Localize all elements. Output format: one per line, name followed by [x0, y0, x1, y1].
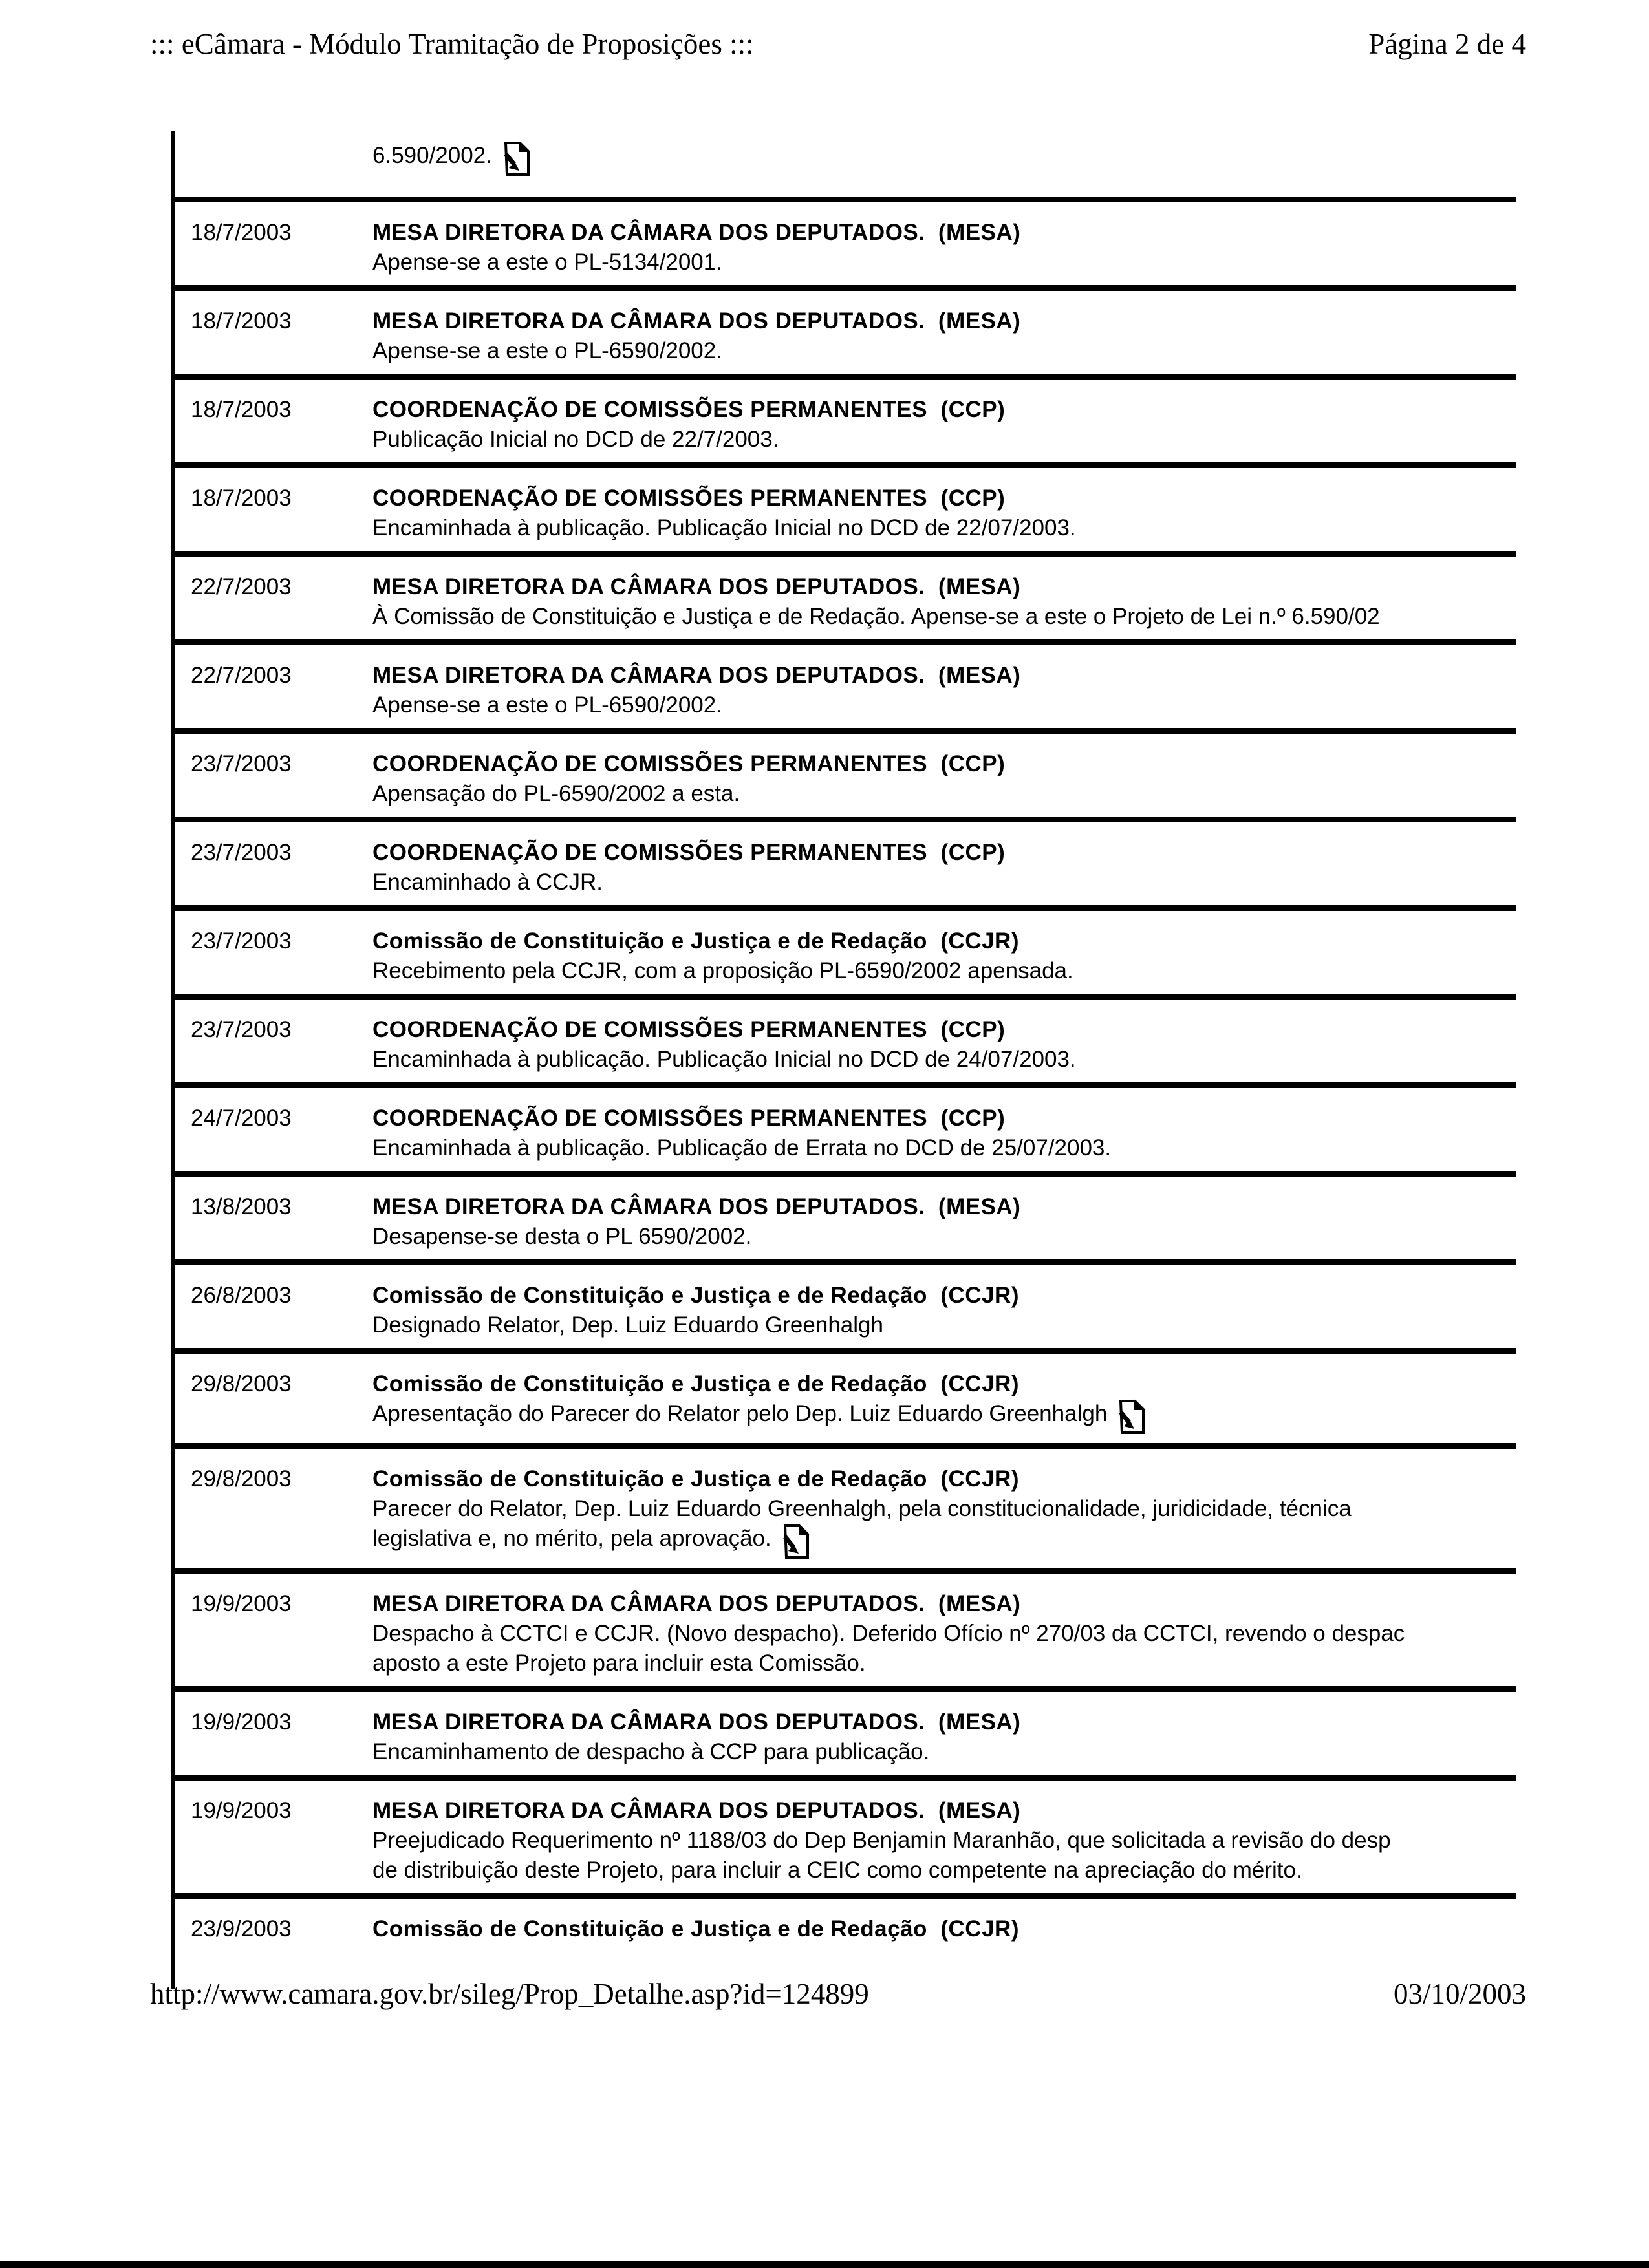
event-org-heading: COORDENAÇÃO DE COMISSÕES PERMANENTES (CCP) [372, 486, 1006, 511]
event-date: 24/7/2003 [191, 1106, 292, 1131]
event-description-line: Apresentação do Parecer do Relator pelo Dep. Luiz Eduardo Greenhalgh [372, 1399, 1516, 1435]
event-date [175, 141, 372, 177]
event-content [372, 1192, 1516, 1252]
event-date: 19/9/2003 [191, 1591, 292, 1616]
event-org-heading: MESA DIRETORA DA CÂMARA DOS DEPUTADOS. (MESA) [372, 1709, 1021, 1735]
event-description-line: Encaminhamento de despacho à CCP para publicação. [372, 1739, 930, 1764]
table-row [175, 822, 1516, 911]
event-content [372, 1015, 1516, 1075]
event-org-heading: COORDENAÇÃO DE COMISSÕES PERMANENTES (CCP) [372, 397, 1006, 422]
table-row [175, 1088, 1516, 1177]
event-org-heading: Comissão de Constituição e Justiça e de Redação (CCJR) [372, 1466, 1019, 1492]
table-row [175, 1177, 1516, 1265]
event-content [372, 838, 1516, 897]
event-org-heading: COORDENAÇÃO DE COMISSÕES PERMANENTES (CCP) [372, 751, 1006, 776]
table-row [175, 1265, 1516, 1354]
event-description-line: aposto a este Projeto para incluir esta Comissão. [372, 1651, 866, 1676]
source-url: http://www.camara.gov.br/sileg/Prop_Detalhe.asp?id=124899 [150, 1978, 869, 2010]
table-row [175, 1899, 1516, 1989]
event-content [372, 306, 1516, 366]
event-date: 13/8/2003 [191, 1194, 292, 1219]
event-description-line: Parecer do Relator, Dep. Luiz Eduardo Greenhalgh, pela constitucionalidade, juridicidade, técnica [372, 1496, 1352, 1521]
event-content [372, 395, 1516, 455]
event-org-heading: Comissão de Constituição e Justiça e de Redação (CCJR) [372, 1371, 1019, 1396]
event-content [372, 1464, 1516, 1560]
event-description-line: legislativa e, no mérito, pela aprovação. [372, 1524, 1516, 1560]
event-content [372, 572, 1516, 632]
print-footer [150, 1977, 1526, 2011]
event-description-line: Encaminhada à publicação. Publicação de Errata no DCD de 25/07/2003. [372, 1135, 1112, 1161]
event-description-line: Designado Relator, Dep. Luiz Eduardo Greenhalgh [372, 1312, 883, 1338]
print-date: 03/10/2003 [1393, 1978, 1526, 2010]
event-content [372, 1796, 1516, 1885]
table-row [175, 1000, 1516, 1088]
document-link-icon [1116, 1399, 1146, 1435]
event-date: 23/7/2003 [191, 751, 292, 776]
event-date: 23/7/2003 [191, 1017, 292, 1042]
event-org-heading: MESA DIRETORA DA CÂMARA DOS DEPUTADOS. (MESA) [372, 574, 1021, 599]
event-date: 18/7/2003 [191, 220, 292, 245]
event-description-line: Publicação Inicial no DCD de 22/7/2003. [372, 427, 779, 452]
scan-edge-strip [0, 2261, 1649, 2268]
event-description-line: Encaminhada à publicação. Publicação Inicial no DCD de 22/07/2003. [372, 515, 1076, 540]
event-date: 18/7/2003 [191, 308, 292, 334]
event-description-line: Encaminhada à publicação. Publicação Inicial no DCD de 24/07/2003. [372, 1047, 1076, 1072]
table-row [175, 468, 1516, 557]
event-date: 29/8/2003 [191, 1371, 292, 1396]
document-link-icon [781, 1524, 810, 1560]
table-row [175, 645, 1516, 734]
event-date: 18/7/2003 [191, 486, 292, 511]
event-description-line: Apense-se a este o PL-6590/2002. [372, 338, 722, 363]
event-org-heading: MESA DIRETORA DA CÂMARA DOS DEPUTADOS. (MESA) [372, 220, 1021, 245]
table-row-carryover [175, 131, 1516, 202]
table-row [175, 1449, 1516, 1574]
carryover-icon-slot [492, 143, 531, 168]
event-org-heading: MESA DIRETORA DA CÂMARA DOS DEPUTADOS. (MESA) [372, 1194, 1021, 1219]
event-date: 18/7/2003 [191, 397, 292, 422]
event-content [372, 1589, 1516, 1678]
event-content [372, 484, 1516, 543]
event-content [372, 749, 1516, 809]
event-date: 22/7/2003 [191, 574, 292, 599]
event-date: 26/8/2003 [191, 1283, 292, 1308]
event-org-heading: Comissão de Constituição e Justiça e de Redação (CCJR) [372, 928, 1019, 954]
event-date: 23/7/2003 [191, 928, 292, 954]
table-row [175, 911, 1516, 1000]
table-row [175, 380, 1516, 468]
event-org-heading: Comissão de Constituição e Justiça e de Redação (CCJR) [372, 1283, 1019, 1308]
table-row [175, 202, 1516, 291]
event-description-line: Preejudicado Requerimento nº 1188/03 do Dep Benjamin Maranhão, que solicitada a revisão do desp [372, 1828, 1391, 1853]
event-description-line: Desapense-se desta o PL 6590/2002. [372, 1224, 752, 1249]
event-org-heading: MESA DIRETORA DA CÂMARA DOS DEPUTADOS. (MESA) [372, 663, 1021, 688]
print-header [150, 27, 1526, 61]
event-description-line: Apensação do PL-6590/2002 a esta. [372, 781, 740, 806]
table-row [175, 734, 1516, 822]
event-content [372, 1707, 1516, 1767]
event-date: 23/9/2003 [191, 1916, 292, 1942]
table-row [175, 1354, 1516, 1449]
event-org-heading: Comissão de Constituição e Justiça e de Redação (CCJR) [372, 1916, 1019, 1942]
event-content [372, 141, 1516, 177]
event-org-heading: COORDENAÇÃO DE COMISSÕES PERMANENTES (CCP) [372, 1017, 1006, 1042]
event-content [372, 926, 1516, 986]
event-description-line: À Comissão de Constituição e Justiça e de Redação. Apense-se a este o Projeto de Lei n.º 6.590/02 [372, 604, 1380, 629]
table-row [175, 1781, 1516, 1899]
event-content [372, 1281, 1516, 1340]
event-date: 19/9/2003 [191, 1709, 292, 1735]
document-link-icon [501, 141, 531, 177]
event-description-line [372, 141, 1516, 177]
event-date: 22/7/2003 [191, 663, 292, 688]
event-description-line: de distribuição deste Projeto, para incluir a CEIC como competente na apreciação do mérito. [372, 1857, 1302, 1883]
table-row [175, 557, 1516, 645]
event-org-heading: COORDENAÇÃO DE COMISSÕES PERMANENTES (CCP) [372, 1106, 1006, 1131]
event-content [372, 1369, 1516, 1435]
event-org-heading: COORDENAÇÃO DE COMISSÕES PERMANENTES (CCP) [372, 840, 1006, 865]
page-number-label: Página 2 de 4 [1368, 28, 1526, 60]
event-date: 23/7/2003 [191, 840, 292, 865]
event-content [372, 218, 1516, 277]
table-row [175, 291, 1516, 380]
app-title: ::: eCâmara - Módulo Tramitação de Proposições ::: [150, 28, 754, 60]
event-content [372, 661, 1516, 720]
event-org-heading: MESA DIRETORA DA CÂMARA DOS DEPUTADOS. (MESA) [372, 1591, 1021, 1616]
event-org-heading: MESA DIRETORA DA CÂMARA DOS DEPUTADOS. (MESA) [372, 1798, 1021, 1823]
table-row [175, 1692, 1516, 1781]
event-description-line: Despacho à CCTCI e CCJR. (Novo despacho). Deferido Ofício nº 270/03 da CCTCI, revendo o despac [372, 1621, 1405, 1646]
event-description-line: Apense-se a este o PL-5134/2001. [372, 250, 722, 275]
event-date: 19/9/2003 [191, 1798, 292, 1823]
event-org-heading: MESA DIRETORA DA CÂMARA DOS DEPUTADOS. (MESA) [372, 308, 1021, 334]
event-content [372, 1104, 1516, 1163]
event-description-line: Apense-se a este o PL-6590/2002. [372, 692, 722, 718]
event-date: 29/8/2003 [191, 1466, 292, 1492]
event-content [372, 1914, 1516, 1944]
tramitacao-table [171, 131, 1516, 1989]
table-row [175, 1574, 1516, 1692]
carryover-text: 6.590/2002. [372, 143, 492, 168]
event-description-line: Encaminhado à CCJR. [372, 870, 603, 895]
event-description-line: Recebimento pela CCJR, com a proposição PL-6590/2002 apensada. [372, 958, 1073, 983]
